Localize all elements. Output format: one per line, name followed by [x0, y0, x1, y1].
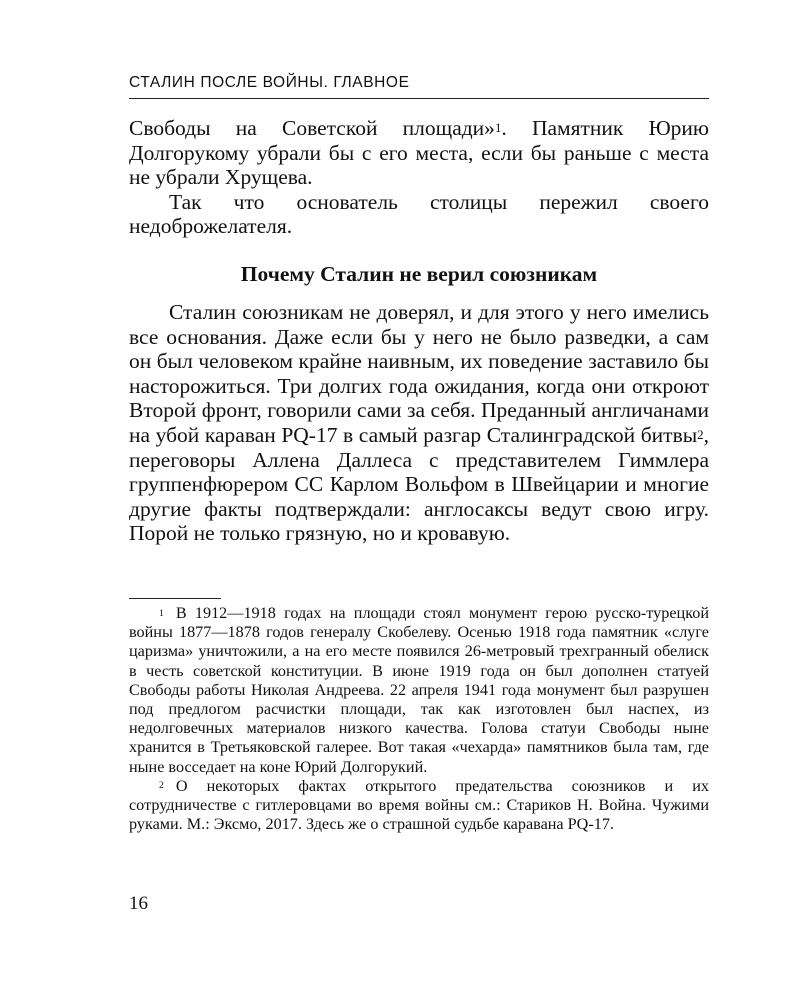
footnote-1 [129, 604, 709, 777]
footnote-ref-1[interactable]: 1 [494, 120, 502, 135]
running-head: СТАЛИН ПОСЛЕ ВОЙНЫ. ГЛАВНОЕ [129, 74, 410, 91]
footnote-2-mark: 2 [159, 780, 164, 792]
intro-paragraph-1 [129, 116, 709, 190]
section-p-text: Сталин союзникам не доверял, и для этого у него имелись все основания. Даже если бы у него не было разведки, а сам он был человеком крайне наивным, их поведение заставило бы насторожиться. Три долгих года ожидания, когда они откроют Второй фронт, говорили сами за себя. Преданный англичанами на убой караван PQ-17 в самый разгар Сталинградской битвы [129, 300, 709, 447]
footnote-1-text: В 1912—1918 годах на площади стоял монумент герою русско-турецкой войны 1877—1878 годов генералу Скобелеву. Осенью 1918 года памятник «слуге царизма» уничтожили, а на его месте появился 26-метровый трехгранный обелиск в честь советской конституции. В июне 1919 года он был дополнен статуей Свободы работы Николая Андреева. 22 апреля 1941 года монумент был разрушен под предлогом расчистки площади, так как изготовлен был наспех, из недолговечных материалов низкого качества. Голова статуи Свободы ныне хранится в Третьяковской галерее. Вот такая «чехарда» памятников была там, где ныне восседает на коне Юрий Долгорукий. [129, 604, 709, 776]
footnote-2-text: О некоторых фактах открытого предательства союзников и их сотрудничестве с гитлеровцами во время войны см.: Стариков Н. Война. Чужими руками. М.: Эксмо, 2017. Здесь же о страшной судьбе каравана PQ-17. [129, 776, 709, 834]
footnote-2 [129, 777, 709, 835]
intro-paragraph-2: Так что основатель столицы пережил своего недоброжелателя. [129, 189, 709, 239]
header-rule [129, 98, 709, 99]
section-p-rest: , переговоры Аллена Даллеса с представителем Гиммлера группенфюрером СС Карлом Вольфом в Швейцарии и многие другие факты подтверждали: англосаксы ведут свою игру. Порой не только грязную, но и кровавую. [129, 422, 709, 546]
intro-text [129, 116, 709, 239]
intro-p1-text: Свободы на Советской площади» [129, 116, 495, 140]
footnote-ref-2[interactable]: 2 [697, 427, 704, 442]
footnote-rule [129, 598, 221, 599]
section-body [129, 300, 709, 546]
intro-p1-rest: . Памятник Юрию Долгорукому убрали бы с его места, если бы раньше с места не убрали Хрущева. [129, 116, 709, 190]
section-title: Почему Сталин не верил союзникам [240, 262, 598, 286]
page-number: 16 [129, 893, 148, 914]
footnotes [129, 604, 709, 834]
section-paragraph [129, 300, 709, 546]
footnote-1-mark: 1 [159, 607, 164, 619]
